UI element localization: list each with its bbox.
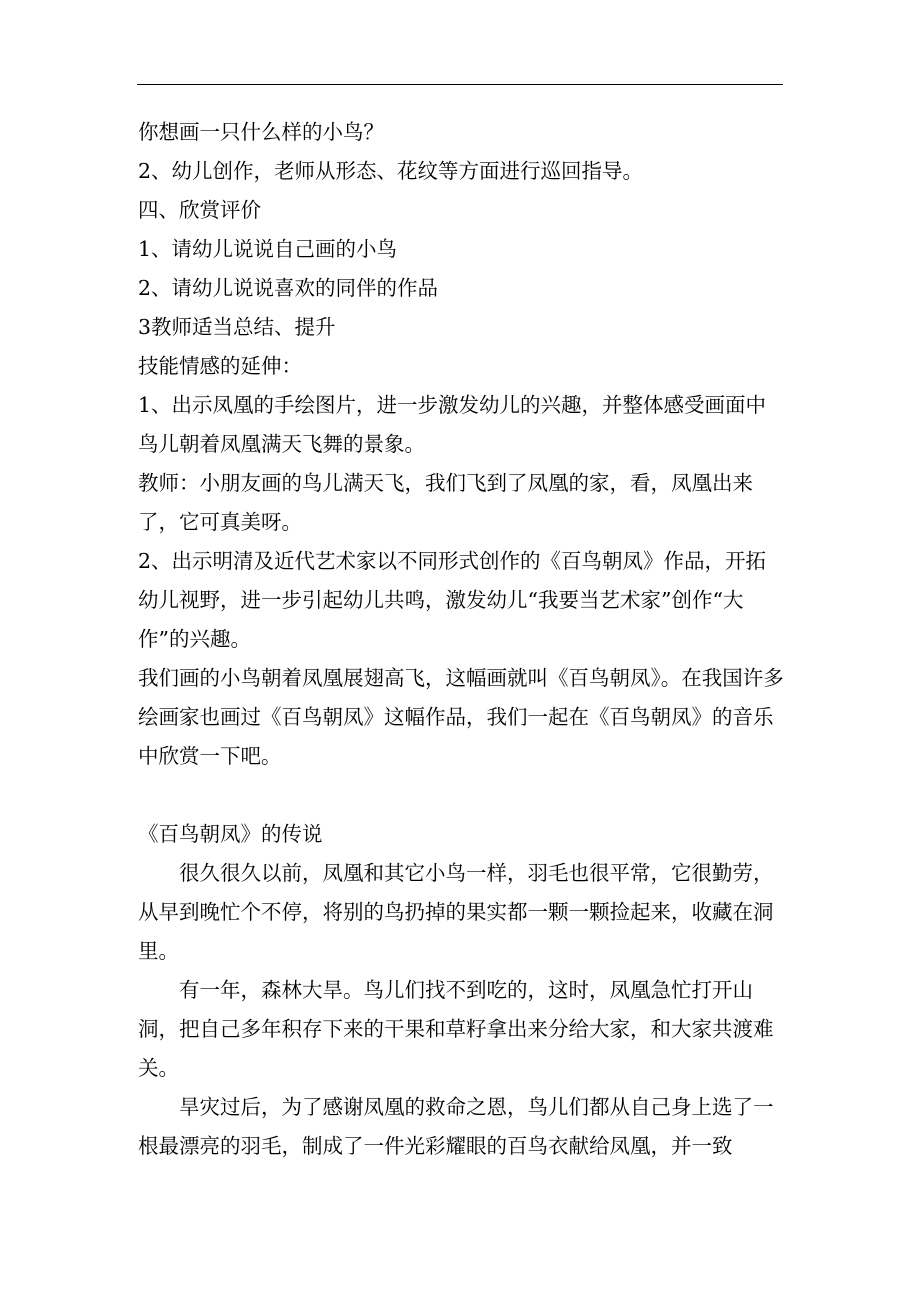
story-title: 《百鸟朝凤》的传说 [138,822,323,846]
extension-heading: 技能情感的延伸： [138,354,302,378]
section-heading-evaluation: 四、欣赏评价 [138,198,261,222]
story-paragraph-3: 旱灾过后，为了感谢凤凰的救命之恩，鸟儿们都从自己身上选了一根最漂亮的羽毛，制成了一件光彩耀眼的百鸟衣献给凤凰，并一致 [138,1095,774,1158]
story-paragraph-1: 很久很久以前，凤凰和其它小鸟一样，羽毛也很平常，它很勤劳，从早到晚忙个不停，将别的鸟扔掉的果实都一颗一颗捡起来，收藏在洞里。 [138,861,774,963]
header-rule [137,84,783,85]
blank-line [138,776,786,815]
document-body [138,113,786,1166]
story-paragraph-2: 有一年，森林大旱。鸟儿们找不到吃的，这时，凤凰急忙打开山洞，把自己多年积存下来的干果和草籽拿出来分给大家，和大家共渡难关。 [138,978,774,1080]
eval-item-2: 2、请幼儿说说喜欢的同伴的作品 [138,276,439,300]
step-create: 2、幼儿创作，老师从形态、花纹等方面进行巡回指导。 [138,159,644,183]
question-bird: 你想画一只什么样的小鸟？ [138,120,384,144]
eval-item-1: 1、请幼儿说说自己画的小鸟 [138,237,398,261]
closing-paragraph: 我们画的小鸟朝着凤凰展翅高飞，这幅画就叫《百鸟朝凤》。在我国许多绘画家也画过《百鸟朝凤》这幅作品，我们一起在《百鸟朝凤》的音乐中欣赏一下吧。 [138,666,784,768]
extension-item-2: 2、出示明清及近代艺术家以不同形式创作的《百鸟朝凤》作品，开拓幼儿视野，进一步引起幼儿共鸣，激发幼儿“我要当艺术家”创作“大作”的兴趣。 [138,549,767,651]
eval-item-3: 3教师适当总结、提升 [138,315,336,339]
teacher-line: 教师：小朋友画的鸟儿满天飞，我们飞到了凤凰的家，看，凤凰出来了，它可真美呀。 [138,471,753,534]
extension-item-1: 1、出示凤凰的手绘图片，进一步激发幼儿的兴趣，并整体感受画面中鸟儿朝着凤凰满天飞舞的景象。 [138,393,767,456]
